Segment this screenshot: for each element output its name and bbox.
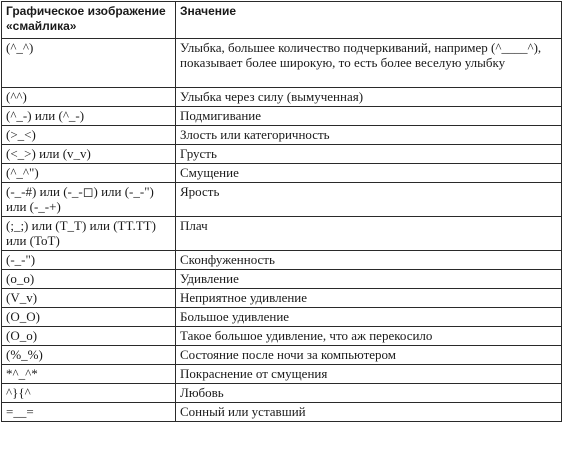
meaning-cell: Покраснение от смущения [176, 365, 562, 384]
smiley-cell: ^}{^ [2, 384, 176, 403]
meaning-cell: Злость или категоричность [176, 126, 562, 145]
table-row [2, 346, 562, 365]
meaning-cell: Сонный или уставший [176, 403, 562, 422]
smiley-cell: (>_<) [2, 126, 176, 145]
table-row [2, 126, 562, 145]
smiley-cell: (^^) [2, 88, 176, 107]
table-row [2, 365, 562, 384]
column-header-meaning: Значение [176, 2, 562, 39]
meaning-cell: Смущение [176, 164, 562, 183]
table-row [2, 384, 562, 403]
meaning-cell: Большое удивление [176, 308, 562, 327]
smiley-table [1, 1, 562, 422]
smiley-cell: (%_%) [2, 346, 176, 365]
smiley-cell: =__= [2, 403, 176, 422]
table-row [2, 183, 562, 217]
table-row [2, 39, 562, 88]
table-row [2, 270, 562, 289]
smiley-cell: (-_-#) или (-_-◻) или (-_-") или (-_-+) [2, 183, 176, 217]
meaning-cell: Удивление [176, 270, 562, 289]
meaning-cell: Ярость [176, 183, 562, 217]
table-row [2, 403, 562, 422]
meaning-cell: Улыбка, большее количество подчеркиваний, например (^____^), показывает более широкую, то есть более веселую улыбку [176, 39, 562, 88]
smiley-cell: *^_^* [2, 365, 176, 384]
smiley-cell: (^_^) [2, 39, 176, 88]
column-header-smiley: Графическое изображение «смайлика» [2, 2, 176, 39]
table-row [2, 308, 562, 327]
smiley-cell: (o_o) [2, 270, 176, 289]
meaning-cell: Грусть [176, 145, 562, 164]
smiley-cell: (;_;) или (T_T) или (TT.TT) или (ToT) [2, 217, 176, 251]
table-row [2, 164, 562, 183]
meaning-cell: Подмигивание [176, 107, 562, 126]
meaning-cell: Любовь [176, 384, 562, 403]
meaning-cell: Такое большое удивление, что аж перекосило [176, 327, 562, 346]
smiley-cell: (-_-") [2, 251, 176, 270]
smiley-cell: (^_-) или (^_-) [2, 107, 176, 126]
table-row [2, 327, 562, 346]
smiley-cell: (<_>) или (v_v) [2, 145, 176, 164]
meaning-cell: Неприятное удивление [176, 289, 562, 308]
table-header-row [2, 2, 562, 39]
meaning-cell: Улыбка через силу (вымученная) [176, 88, 562, 107]
meaning-cell: Состояние после ночи за компьютером [176, 346, 562, 365]
table-row [2, 145, 562, 164]
table-row [2, 88, 562, 107]
smiley-cell: (V_v) [2, 289, 176, 308]
table-row [2, 289, 562, 308]
table-row [2, 107, 562, 126]
smiley-cell: (O_o) [2, 327, 176, 346]
smiley-cell: (^_^") [2, 164, 176, 183]
meaning-cell: Плач [176, 217, 562, 251]
table-row [2, 217, 562, 251]
smiley-cell: (O_O) [2, 308, 176, 327]
meaning-cell: Сконфуженность [176, 251, 562, 270]
table-row [2, 251, 562, 270]
